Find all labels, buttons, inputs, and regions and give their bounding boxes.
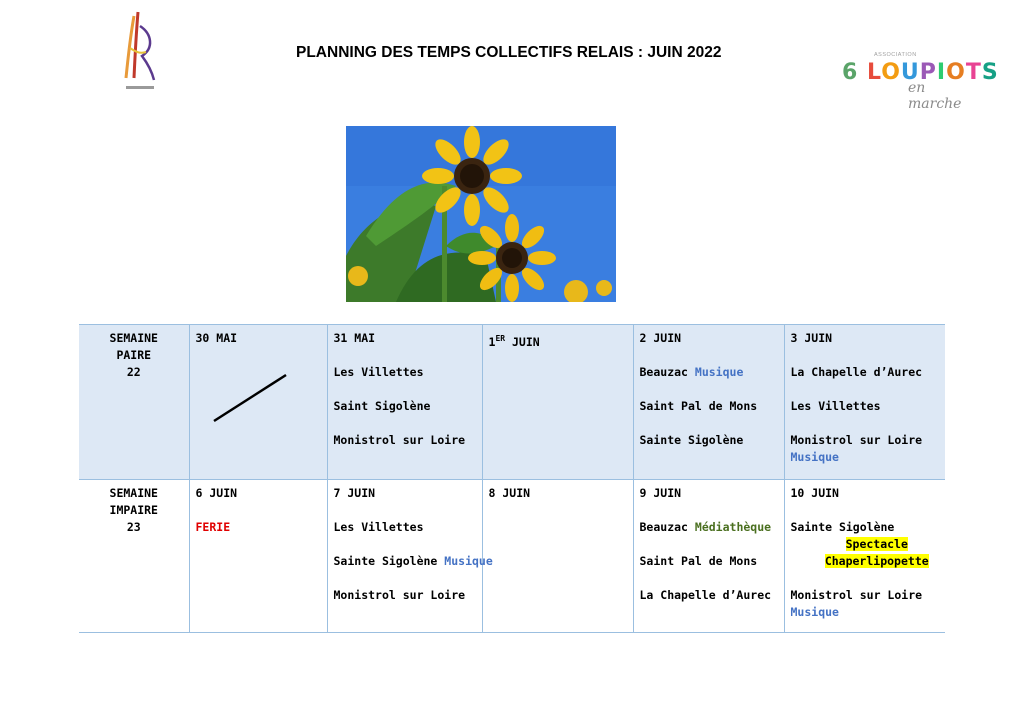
activity-tag: Musique <box>694 365 744 379</box>
week-label-line: IMPAIRE <box>109 503 158 517</box>
activity-tag: Musique <box>790 450 839 464</box>
venue: Beauzac Médiathèque <box>639 520 772 534</box>
week-row-even <box>79 325 945 480</box>
day-header: 7 JUIN <box>333 486 376 500</box>
activity-tag: Médiathèque <box>694 520 772 534</box>
venue: Sainte Sigolène Musique <box>333 554 493 568</box>
day-cell <box>784 325 945 480</box>
relais-logo <box>118 8 162 94</box>
week-label-cell <box>79 480 189 633</box>
venue: Beauzac Musique <box>639 365 744 379</box>
event-title-line: Chaperlipopette <box>824 554 929 568</box>
logo-association-text: ASSOCIATION <box>874 52 917 58</box>
day-header: 10 JUIN <box>790 486 839 500</box>
week-number: 22 <box>126 365 141 379</box>
day-header: 1ER JUIN <box>488 334 540 349</box>
day-cell <box>482 480 633 633</box>
venue: Les Villettes <box>333 520 424 534</box>
venue: La Chapelle d’Aurec <box>639 588 772 602</box>
sunflower-photo <box>346 126 616 302</box>
day-cell <box>633 325 784 480</box>
day-cell <box>633 480 784 633</box>
venue: Saint Pal de Mons <box>639 554 758 568</box>
venue: Les Villettes <box>333 365 424 379</box>
day-header: 8 JUIN <box>488 486 531 500</box>
venue: Monistrol sur Loire <box>333 433 466 447</box>
event-highlight <box>815 536 940 570</box>
week-label-cell <box>79 325 189 480</box>
week-label-line: PAIRE <box>116 348 152 362</box>
day-cell <box>327 325 482 480</box>
day-cell <box>482 325 633 480</box>
loupiots-logo <box>838 52 999 112</box>
activity-tag: Musique <box>444 554 493 568</box>
venue: Sainte Sigolène <box>639 433 744 447</box>
schedule-table <box>79 324 945 633</box>
venue: Saint Pal de Mons <box>639 399 758 413</box>
event-title-line: Spectacle <box>845 537 908 551</box>
venue: Monistrol sur Loire <box>333 588 466 602</box>
day-cell <box>189 480 327 633</box>
strike-slash <box>212 371 292 423</box>
venue: La Chapelle d’Aurec <box>790 365 923 379</box>
week-label-line: SEMAINE <box>109 486 158 500</box>
venue: Les Villettes <box>790 399 881 413</box>
day-header: 31 MAI <box>333 331 376 345</box>
venue: Saint Sigolène <box>333 399 431 413</box>
logo-main-text: 6 LOUPIOTS <box>842 60 999 85</box>
page-title: PLANNING DES TEMPS COLLECTIFS RELAIS : JUIN 2022 <box>296 44 722 61</box>
venue: Sainte Sigolène <box>790 520 895 534</box>
logo-sub-text: en marche <box>908 80 962 112</box>
day-cell <box>327 480 493 633</box>
week-label-line: SEMAINE <box>109 331 158 345</box>
holiday-label: FERIE <box>195 520 231 534</box>
week-number: 23 <box>126 520 141 534</box>
day-header: 2 JUIN <box>639 331 682 345</box>
venue: Monistrol sur Loire <box>790 588 923 602</box>
day-header: 3 JUIN <box>790 331 833 345</box>
day-cell <box>189 325 327 480</box>
week-row-odd <box>79 480 945 633</box>
activity-tag: Musique <box>790 605 839 619</box>
day-header: 30 MAI <box>195 331 238 345</box>
day-header: 6 JUIN <box>195 486 238 500</box>
day-cell <box>784 480 945 633</box>
venue: Monistrol sur Loire <box>790 433 923 447</box>
day-header: 9 JUIN <box>639 486 682 500</box>
